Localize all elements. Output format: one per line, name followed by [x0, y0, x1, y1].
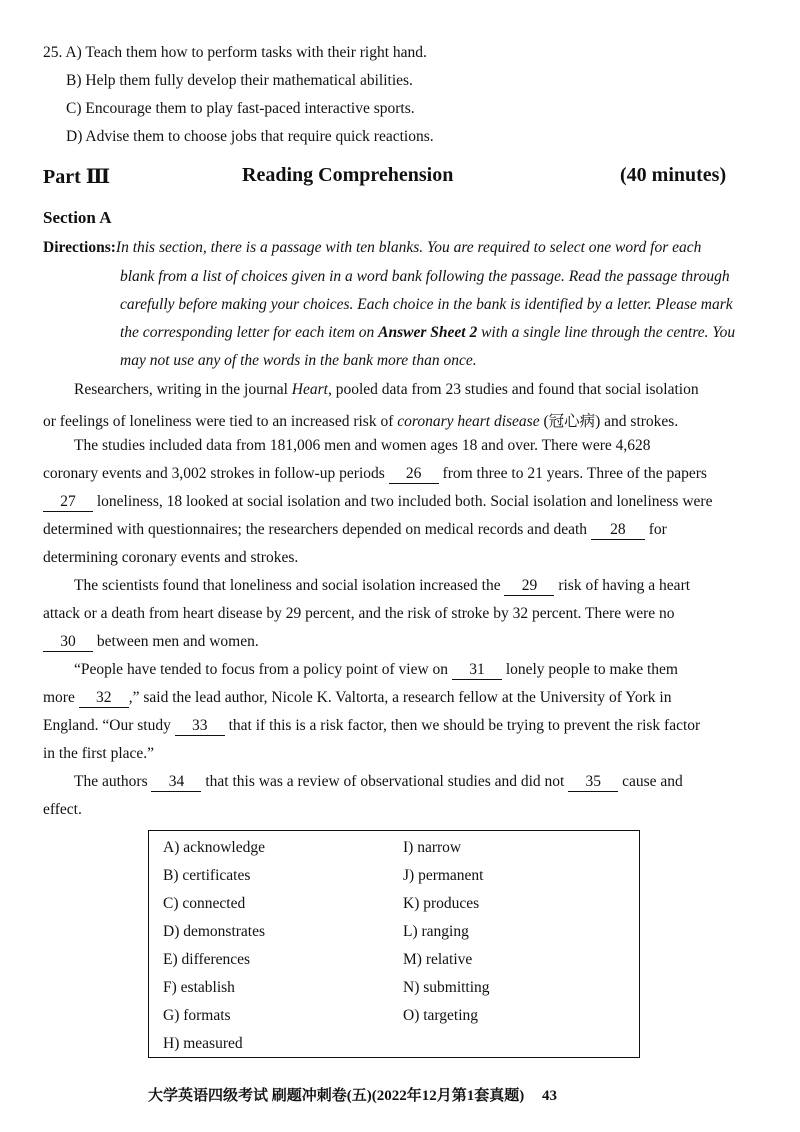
- passage-text: that this was a review of observational studies and did not: [201, 773, 569, 790]
- passage-text: that if this is a risk factor, then we should be trying to prevent the risk factor: [224, 717, 701, 734]
- directions-line-4: [120, 324, 735, 342]
- passage-text: Researchers, writing in the journal: [74, 381, 292, 398]
- passage-text: The scientists found that loneliness and social isolation increased the: [74, 577, 505, 594]
- word-bank-item: [403, 979, 490, 997]
- passage-text: loneliness, 18 looked at social isolation and two included both. Social isolation and loneliness were: [93, 493, 713, 510]
- word-bank-item: [163, 979, 235, 997]
- part-time: (40 minutes): [620, 164, 727, 186]
- word-text: demonstrates: [183, 923, 266, 940]
- directions-line-3: carefully before making your choices. Each choice in the bank is identified by a letter. Please mark: [120, 296, 733, 313]
- blank-29[interactable]: 29: [504, 577, 554, 596]
- passage-p2-line-5: determining coronary events and strokes.: [43, 549, 299, 566]
- passage-text: , pooled data from 23 studies and found that social isolation: [327, 381, 699, 398]
- passage-text: or feelings of loneliness were tied to an increased risk of: [43, 413, 398, 430]
- word-bank-item: [163, 951, 250, 969]
- directions-text: the corresponding letter for each item on: [120, 324, 379, 341]
- word-text: connected: [182, 895, 246, 912]
- passage-text: The authors: [74, 773, 152, 790]
- option-text: Help them fully develop their mathematical abilities.: [85, 72, 413, 89]
- passage-p3-line-3: [43, 633, 259, 652]
- passage-p4-line-2: [43, 689, 671, 708]
- word-letter: F): [163, 979, 177, 996]
- word-bank-item: [403, 867, 484, 885]
- word-bank-item: [403, 1007, 478, 1025]
- option-text: Advise them to choose jobs that require quick reactions.: [85, 128, 434, 145]
- passage-p3-line-1: [74, 577, 690, 596]
- word-letter: H): [163, 1035, 180, 1052]
- passage-p5-line-1: [74, 773, 683, 792]
- passage-text: risk of having a heart: [554, 577, 691, 594]
- blank-27[interactable]: 27: [43, 493, 93, 512]
- blank-26[interactable]: 26: [389, 465, 439, 484]
- passage-text: coronary events and 3,002 strokes in follow-up periods: [43, 465, 389, 482]
- word-bank-item: [163, 1035, 243, 1053]
- word-text: produces: [423, 895, 480, 912]
- passage-text: (冠心病) and strokes.: [539, 413, 679, 430]
- passage-p2-line-4: [43, 521, 667, 540]
- passage-text: England. “Our study: [43, 717, 175, 734]
- page-footer: [148, 1084, 557, 1105]
- page-number: 43: [541, 1088, 557, 1104]
- word-letter: O): [403, 1007, 420, 1024]
- q25-number: 25.: [43, 44, 63, 61]
- word-bank-item: [163, 839, 265, 857]
- passage-p5-line-2: effect.: [43, 801, 82, 818]
- word-bank-item: [403, 895, 479, 913]
- word-bank-item: [163, 923, 265, 941]
- word-letter: D): [163, 923, 180, 940]
- passage-text: from three to 21 years. Three of the papers: [438, 465, 707, 482]
- word-letter: L): [403, 923, 418, 940]
- option-text: Encourage them to play fast-paced interactive sports.: [85, 100, 415, 117]
- option-letter: A): [65, 44, 82, 61]
- passage-p1-line-2: [43, 409, 678, 431]
- word-bank-item: [403, 951, 472, 969]
- passage-text: for: [644, 521, 667, 538]
- q25-option-b: [66, 72, 413, 90]
- word-text: narrow: [417, 839, 462, 856]
- part-title: Reading Comprehension: [242, 164, 454, 186]
- journal-name: Heart: [291, 381, 328, 398]
- word-text: relative: [425, 951, 473, 968]
- word-letter: B): [163, 867, 179, 884]
- word-bank-item: [163, 867, 250, 885]
- word-bank: [148, 830, 640, 1058]
- q25-option-a: [43, 44, 427, 62]
- word-text: certificates: [182, 867, 251, 884]
- word-text: acknowledge: [183, 839, 266, 856]
- passage-text: ,” said the lead author, Nicole K. Valtorta, a research fellow at the University of York in: [128, 689, 672, 706]
- word-text: targeting: [423, 1007, 479, 1024]
- option-letter: D): [66, 128, 83, 145]
- blank-34[interactable]: 34: [151, 773, 201, 792]
- directions-line-1: [43, 239, 701, 257]
- blank-28[interactable]: 28: [591, 521, 645, 540]
- word-bank-item: [403, 923, 469, 941]
- directions-line-5: may not use any of the words in the bank more than once.: [120, 352, 477, 369]
- passage-text: more: [43, 689, 79, 706]
- word-letter: J): [403, 867, 415, 884]
- word-text: formats: [183, 1007, 231, 1024]
- part-label: Part Ⅲ: [43, 166, 111, 188]
- directions-label: Directions:: [43, 239, 116, 256]
- directions-text: with a single line through the centre. You: [477, 324, 736, 341]
- passage-text: cause and: [618, 773, 683, 790]
- passage-p2-line-3: [43, 493, 712, 512]
- passage-p1-line-1: [74, 381, 699, 399]
- passage-text: determined with questionnaires; the researchers depended on medical records and death: [43, 521, 591, 538]
- word-letter: A): [163, 839, 180, 856]
- blank-35[interactable]: 35: [568, 773, 618, 792]
- word-text: measured: [183, 1035, 243, 1052]
- blank-30[interactable]: 30: [43, 633, 93, 652]
- section-title: Section A: [43, 208, 112, 227]
- q25-option-c: [66, 100, 415, 118]
- word-letter: C): [163, 895, 179, 912]
- word-text: permanent: [418, 867, 484, 884]
- blank-31[interactable]: 31: [452, 661, 502, 680]
- option-letter: B): [66, 72, 82, 89]
- word-letter: K): [403, 895, 420, 912]
- word-letter: E): [163, 951, 178, 968]
- option-text: Teach them how to perform tasks with their right hand.: [85, 44, 427, 61]
- blank-32[interactable]: 32: [79, 689, 129, 708]
- passage-p3-line-2: attack or a death from heart disease by 29 percent, and the risk of stroke by 32 percent. There were no: [43, 605, 675, 622]
- passage-p2-line-2: [43, 465, 707, 484]
- passage-text: between men and women.: [93, 633, 259, 650]
- passage-text: “People have tended to focus from a policy point of view on: [74, 661, 452, 678]
- blank-33[interactable]: 33: [175, 717, 225, 736]
- passage-p4-line-4: in the first place.”: [43, 745, 155, 762]
- passage-p2-line-1: The studies included data from 181,006 men and women ages 18 and over. There were 4,628: [74, 437, 651, 454]
- directions-text: In this section, there is a passage with ten blanks. You are required to select one word for each: [115, 239, 702, 256]
- word-letter: I): [403, 839, 414, 856]
- passage-p4-line-1: [74, 661, 678, 680]
- word-text: submitting: [423, 979, 490, 996]
- word-text: ranging: [421, 923, 469, 940]
- word-bank-item: [163, 895, 245, 913]
- passage-p4-line-3: [43, 717, 700, 736]
- word-text: differences: [181, 951, 251, 968]
- term-italic: coronary heart disease: [397, 413, 540, 430]
- answer-sheet-ref: Answer Sheet 2: [378, 324, 478, 341]
- q25-option-d: [66, 128, 434, 146]
- option-letter: C): [66, 100, 82, 117]
- word-letter: N): [403, 979, 420, 996]
- word-text: establish: [180, 979, 235, 996]
- word-bank-item: [163, 1007, 231, 1025]
- directions-line-2: blank from a list of choices given in a word bank following the passage. Read the passage through: [120, 268, 730, 285]
- word-letter: G): [163, 1007, 180, 1024]
- word-letter: M): [403, 951, 422, 968]
- footer-text: 大学英语四级考试 刷题冲刺卷(五)(2022年12月第1套真题): [148, 1088, 525, 1104]
- word-bank-item: [403, 839, 461, 857]
- passage-text: lonely people to make them: [501, 661, 678, 678]
